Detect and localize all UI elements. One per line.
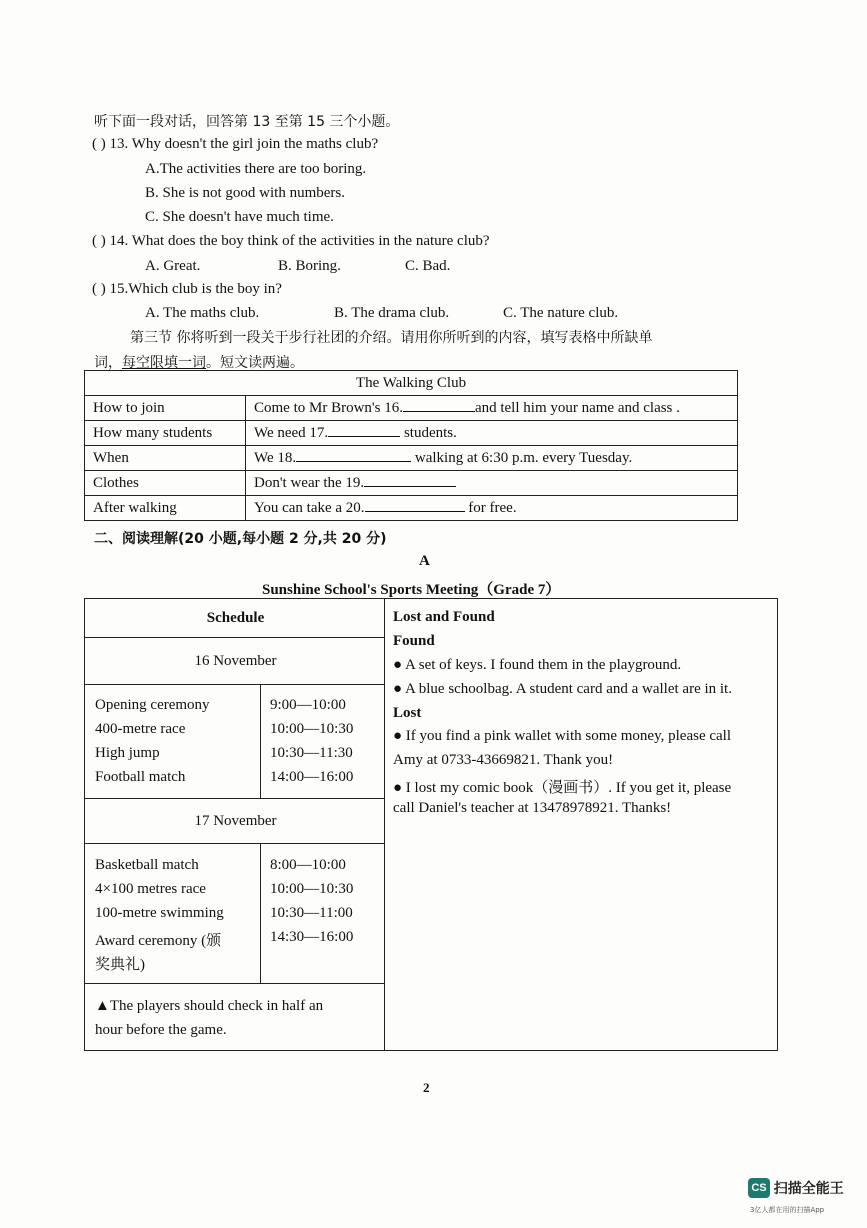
answer-blank-20[interactable] [365, 499, 465, 512]
section3-instructions: 第三节 你将听到一段关于步行社团的介绍。请用你所听到的内容，填写表格中所缺单 [130, 330, 653, 346]
lost-item: call Daniel's teacher at 13478978921. Thanks! [393, 800, 672, 816]
row-content: We need 17. students. [246, 421, 738, 446]
event-name: Basketball match [95, 857, 199, 873]
q15-option-b: B. The drama club. [334, 305, 450, 321]
listening-intro: 听下面一段对话，回答第 13 至第 15 三个小题。 [94, 114, 400, 130]
answer-parentheses: ( ) [92, 233, 106, 249]
q13-option-a: A.The activities there are too boring. [145, 161, 367, 177]
event-time: 10:30—11:30 [270, 745, 353, 761]
q13-row [92, 136, 378, 153]
event-time: 9:00—10:00 [270, 697, 346, 713]
lost-label: Lost [393, 705, 422, 721]
walking-club-table [84, 370, 738, 521]
row-label: After walking [85, 496, 246, 521]
table-row [85, 496, 738, 521]
table-title: The Walking Club [85, 371, 738, 396]
reading-title: Sunshine School's Sports Meeting（Grade 7） [262, 582, 561, 598]
event-time: 14:30—16:00 [270, 929, 354, 945]
event-time: 14:00—16:00 [270, 769, 354, 785]
answer-parentheses: ( ) [92, 281, 106, 297]
found-item: ● A blue schoolbag. A student card and a wallet are in it. [393, 681, 732, 697]
q14-option-b: B. Boring. [278, 258, 341, 274]
event-name: Award ceremony (颁 [95, 933, 222, 949]
event-name: 400-metre race [95, 721, 186, 737]
q15-row [92, 281, 282, 298]
event-name: Football match [95, 769, 186, 785]
event-name-cont: 奖典礼) [95, 957, 145, 973]
found-item: ● A set of keys. I found them in the playground. [393, 657, 682, 673]
schedule-box [84, 598, 385, 1051]
q13-option-b: B. She is not good with numbers. [145, 185, 346, 201]
reading-part-label: A [419, 553, 430, 569]
found-label: Found [393, 633, 435, 649]
section3-instructions-cont: 词，每空限填一词。短文读两遍。 [94, 355, 304, 371]
day1-date: 16 November [194, 653, 277, 669]
q15-question: 15.Which club is the boy in? [109, 281, 282, 297]
answer-blank-16[interactable] [403, 399, 475, 412]
event-time: 8:00—10:00 [270, 857, 346, 873]
event-time: 10:00—10:30 [270, 881, 354, 897]
row-label: Clothes [85, 471, 246, 496]
table-row [85, 421, 738, 446]
table-row [85, 471, 738, 496]
answer-parentheses: ( ) [92, 136, 106, 152]
q13-question: 13. Why doesn't the girl join the maths club? [109, 136, 379, 152]
event-time: 10:00—10:30 [270, 721, 354, 737]
q15-option-c: C. The nature club. [503, 305, 619, 321]
lost-item: ● If you find a pink wallet with some money, please call [393, 728, 731, 744]
table-row [85, 396, 738, 421]
event-name: High jump [95, 745, 160, 761]
scanner-tagline: 3亿人都在用的扫描App [750, 1206, 825, 1214]
schedule-header: Schedule [206, 610, 265, 626]
row-content: Don't wear the 19. [246, 471, 738, 496]
scanner-watermark [748, 1178, 844, 1198]
lost-item: Amy at 0733-43669821. Thank you! [393, 752, 614, 768]
q14-option-a: A. Great. [145, 258, 201, 274]
answer-blank-17[interactable] [328, 424, 400, 437]
day2-date: 17 November [194, 813, 277, 829]
row-content: You can take a 20. for free. [246, 496, 738, 521]
scanner-logo-icon: CS [748, 1178, 770, 1198]
scanner-app-name: 扫描全能王 [773, 1181, 844, 1197]
answer-blank-18[interactable] [296, 449, 411, 462]
lost-and-found-box [385, 598, 778, 1051]
lost-item: ● I lost my comic book（漫画书）. If you get it, please [393, 780, 732, 796]
q14-question: 14. What does the boy think of the activities in the nature club? [109, 233, 490, 249]
row-content: Come to Mr Brown's 16. and tell him your name and class . [246, 396, 738, 421]
row-label: How to join [85, 396, 246, 421]
event-name: Opening ceremony [95, 697, 210, 713]
event-time: 10:30—11:00 [270, 905, 353, 921]
q13-option-c: C. She doesn't have much time. [145, 209, 334, 225]
schedule-note-cont: hour before the game. [95, 1022, 227, 1038]
one-word-rule: 每空限填一词 [122, 355, 206, 371]
schedule-note: ▲The players should check in half an [95, 998, 324, 1014]
event-name: 4×100 metres race [95, 881, 206, 897]
lost-found-title: Lost and Found [393, 609, 495, 625]
reading-heading: 二、阅读理解(20 小题,每小题 2 分,共 20 分) [94, 531, 387, 547]
row-label: When [85, 446, 246, 471]
q14-option-c: C. Bad. [405, 258, 451, 274]
answer-blank-19[interactable] [364, 474, 456, 487]
row-label: How many students [85, 421, 246, 446]
q14-row [92, 233, 490, 250]
page-number: 2 [423, 1080, 430, 1095]
q15-option-a: A. The maths club. [145, 305, 260, 321]
event-name: 100-metre swimming [95, 905, 224, 921]
table-row [85, 446, 738, 471]
row-content: We 18. walking at 6:30 p.m. every Tuesday. [246, 446, 738, 471]
